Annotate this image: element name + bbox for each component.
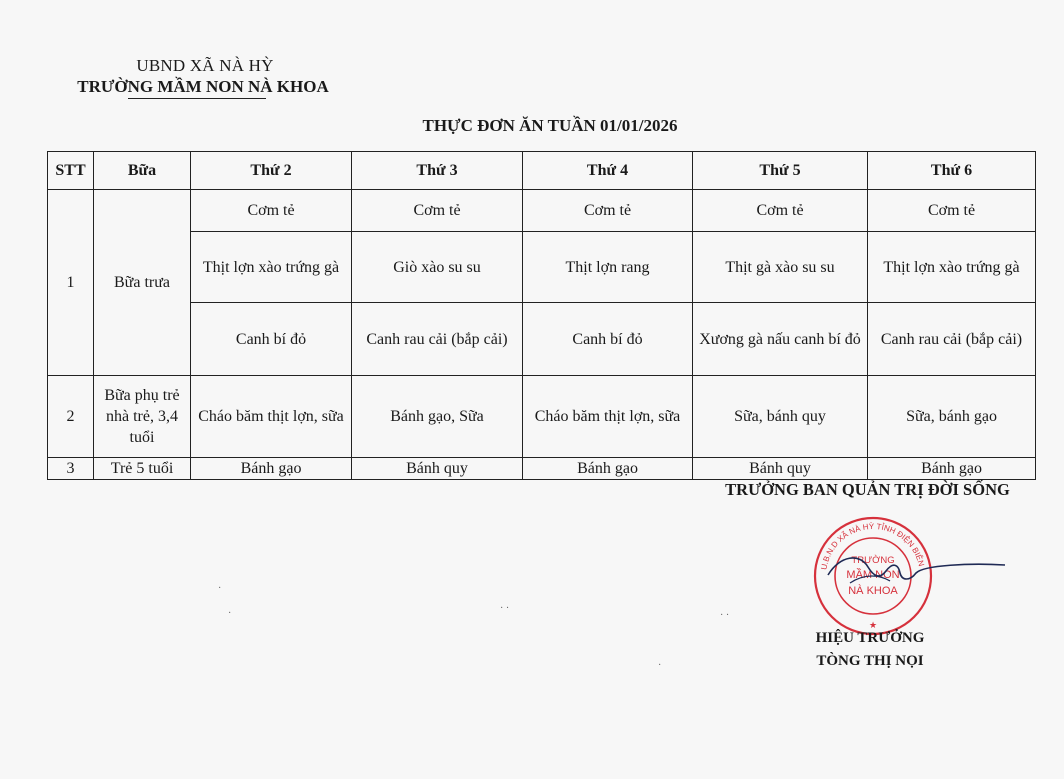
menu-cell: Canh bí đỏ [523, 303, 693, 376]
menu-cell: Canh rau cải (bắp cải) [352, 303, 523, 376]
speck: · [228, 608, 232, 619]
table-row [48, 303, 1036, 376]
stt-cell: 1 [48, 190, 94, 376]
star-icon: ★ [868, 620, 878, 630]
menu-cell: Cháo băm thịt lợn, sữa [191, 376, 352, 458]
stt-cell: 3 [48, 458, 94, 480]
signature-scribble [820, 545, 1010, 595]
header-day-2: Thứ 2 [191, 152, 352, 190]
header-day-5: Thứ 5 [693, 152, 868, 190]
stamp-line-1: TRƯỜNG [851, 555, 895, 566]
org-line-1: UBND XÃ NÀ HỲ [136, 56, 274, 75]
menu-cell: Canh bí đỏ [191, 303, 352, 376]
menu-cell: Bánh quy [693, 458, 868, 480]
menu-cell: Thịt lợn rang [523, 232, 693, 303]
header-day-3: Thứ 3 [352, 152, 523, 190]
menu-cell: Thịt lợn xào trứng gà [191, 232, 352, 303]
signer-role: HIỆU TRƯỞNG [815, 630, 925, 646]
header-stt: STT [48, 152, 94, 190]
menu-cell: Thịt gà xào su su [693, 232, 868, 303]
stamp-line-2: MẦM NON [846, 569, 900, 581]
header-meal: Bữa [94, 152, 191, 190]
table-row [48, 190, 1036, 232]
menu-cell: Bánh gạo [523, 458, 693, 480]
meal-name-cell: Bữa phụ trẻ nhà trẻ, 3,4 tuổi [94, 376, 191, 458]
menu-cell: Canh rau cải (bắp cải) [868, 303, 1036, 376]
speck: · · [500, 603, 510, 614]
menu-cell: Cơm tẻ [693, 190, 868, 232]
page-title: THỰC ĐƠN ĂN TUẦN 01/01/2026 [422, 116, 678, 135]
menu-cell: Bánh quy [352, 458, 523, 480]
table-row [48, 458, 1036, 480]
menu-cell: Sữa, bánh quy [693, 376, 868, 458]
menu-cell: Cơm tẻ [352, 190, 523, 232]
table-row [48, 376, 1036, 458]
menu-cell: Bánh gạo [191, 458, 352, 480]
meal-name-cell: Trẻ 5 tuổi [94, 458, 191, 480]
signature-title: TRƯỞNG BAN QUẢN TRỊ ĐỜI SỐNG [725, 480, 1010, 499]
menu-cell: Xương gà nấu canh bí đỏ [693, 303, 868, 376]
menu-cell: Cháo băm thịt lợn, sữa [523, 376, 693, 458]
stt-cell: 2 [48, 376, 94, 458]
stamp-ring-text: U.B.N.D XÃ NÀ HỲ TỈNH ĐIỆN BIÊN [819, 521, 926, 571]
menu-cell: Giò xào su su [352, 232, 523, 303]
meal-name-cell: Bữa trưa [94, 190, 191, 376]
table-row [48, 232, 1036, 303]
header-row [48, 152, 1036, 190]
speck: · [658, 660, 662, 671]
speck: · · [720, 610, 730, 621]
org-underline [128, 98, 266, 99]
org-line-2: TRƯỜNG MẦM NON NÀ KHOA [77, 77, 329, 96]
menu-cell: Cơm tẻ [191, 190, 352, 232]
header-day-4: Thứ 4 [523, 152, 693, 190]
menu-cell: Thịt lợn xào trứng gà [868, 232, 1036, 303]
signer-name: TÒNG THỊ NỌI [816, 653, 924, 669]
speck: · [218, 583, 222, 594]
menu-cell: Cơm tẻ [868, 190, 1036, 232]
stamp-line-3: NÀ KHOA [848, 585, 898, 597]
header-day-6: Thứ 6 [868, 152, 1036, 190]
menu-cell: Bánh gạo, Sữa [352, 376, 523, 458]
menu-table [47, 151, 1036, 480]
menu-cell: Sữa, bánh gạo [868, 376, 1036, 458]
menu-cell: Cơm tẻ [523, 190, 693, 232]
menu-cell: Bánh gạo [868, 458, 1036, 480]
